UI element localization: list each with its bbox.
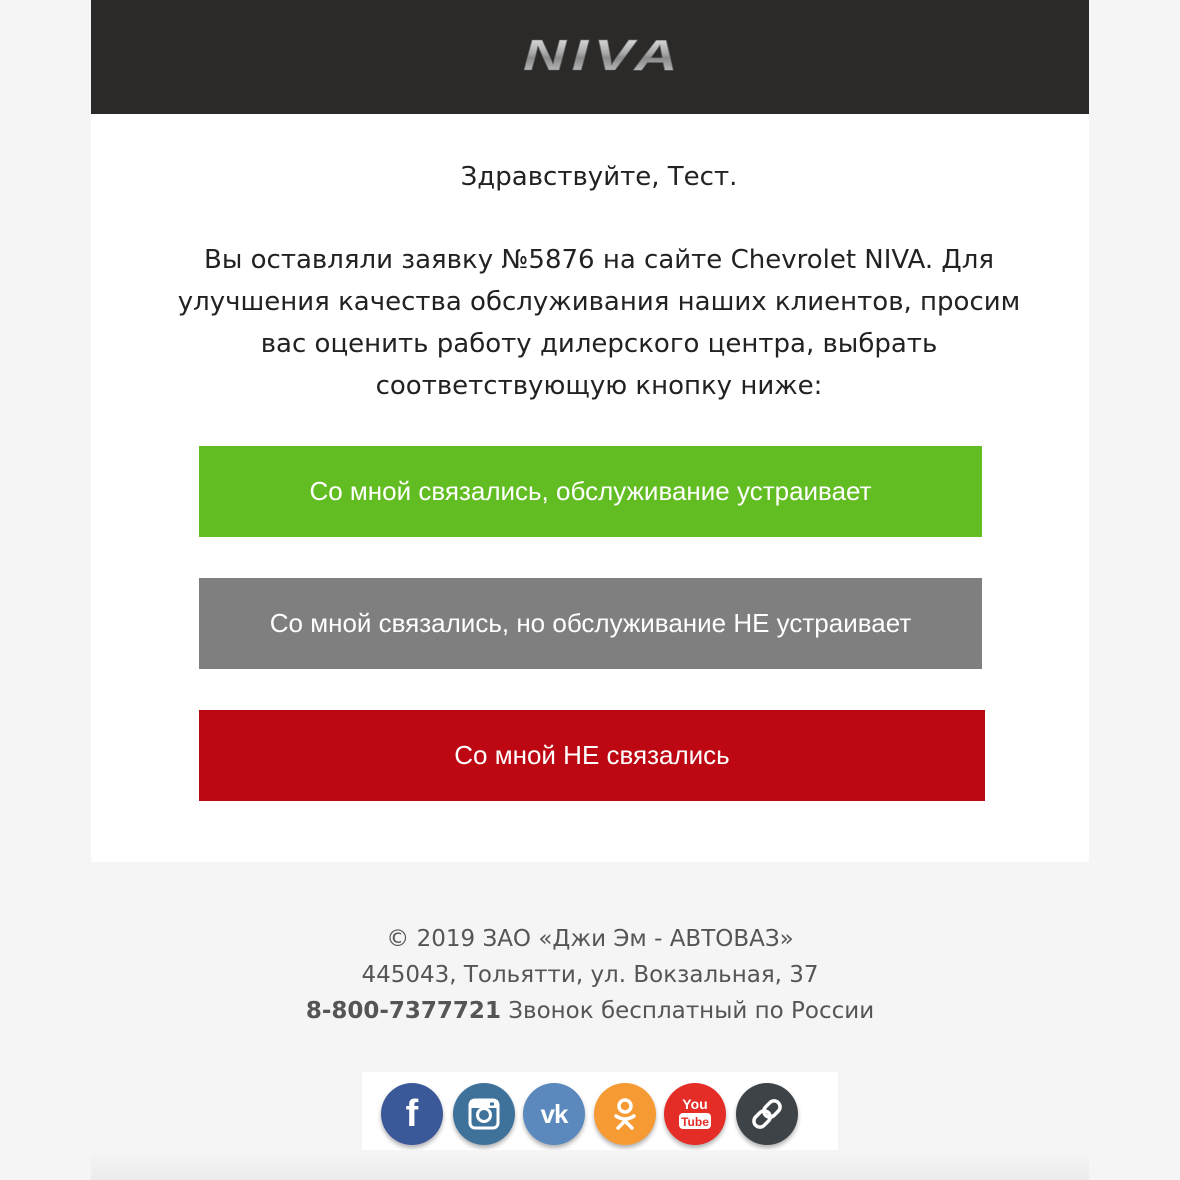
link-icon[interactable] (736, 1083, 798, 1145)
not-contacted-button[interactable]: Со мной НЕ связались (199, 710, 985, 801)
footer-phone-note: Звонок бесплатный по России (500, 998, 875, 1024)
message-line: вас оценить работу дилерского центра, выбрать (260, 329, 938, 359)
youtube-glyph (664, 1083, 726, 1145)
bottom-edge (91, 1150, 1089, 1180)
footer-phone-line (91, 993, 1089, 1029)
facebook-glyph: f (405, 1093, 419, 1135)
odnoklassniki-icon[interactable] (594, 1083, 656, 1145)
message-line: улучшения качества обслуживания наших клиентов, просим (177, 287, 1021, 317)
niva-logo-text: NIVA (523, 31, 683, 80)
satisfied-button[interactable]: Со мной связались, обслуживание устраивает (199, 446, 982, 537)
greeting-text: Здравствуйте, Тест. (460, 162, 738, 192)
footer-address: 445043, Тольятти, ул. Вокзальная, 37 (361, 962, 819, 988)
vk-glyph: vk (540, 1099, 568, 1129)
instagram-glyph (453, 1083, 515, 1145)
link-glyph (736, 1083, 798, 1145)
footer-phone[interactable]: 8-800-7377721 (305, 998, 501, 1024)
request-message (141, 239, 1057, 407)
youtube-icon[interactable] (664, 1083, 726, 1145)
footer-copyright: © 2019 ЗАО «Джи Эм - АВТОВАЗ» (386, 926, 794, 952)
youtube-text-bottom: Tube (681, 1115, 709, 1129)
message-line: соответствующую кнопку ниже: (375, 371, 823, 401)
facebook-icon[interactable] (381, 1083, 443, 1145)
youtube-text-top: You (682, 1096, 708, 1112)
vk-icon[interactable] (523, 1083, 585, 1145)
message-line: Вы оставляли заявку №5876 на сайте Chevrolet NIVA. Для (204, 245, 994, 275)
odnoklassniki-glyph (594, 1083, 656, 1145)
niva-logo (520, 31, 686, 80)
not-satisfied-button[interactable]: Со мной связались, но обслуживание НЕ устраивает (199, 578, 982, 669)
instagram-icon[interactable] (453, 1083, 515, 1145)
